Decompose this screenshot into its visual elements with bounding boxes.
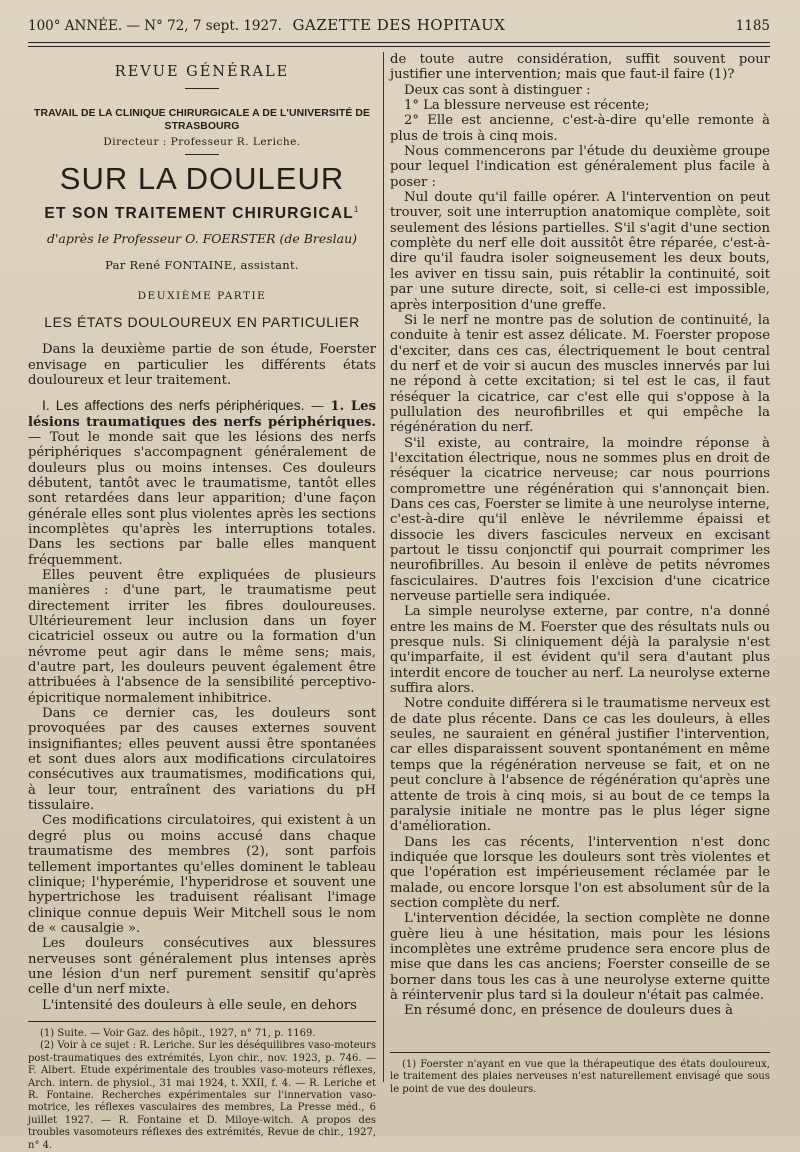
paragraph: 2° Elle est ancienne, c'est-à-dire qu'elle remonte à plus de trois à cinq mois. bbox=[390, 113, 770, 144]
page-number: 1185 bbox=[735, 18, 770, 34]
paragraph: L'intervention décidée, la section complète ne donne guère lieu à une hésitation, mais pour les lésions incomplètes une extrême prudence sera encore plus de mise que dans les cas anciens; Foerster conseille de se borner dans tous les cas à une neurolyse externe quitte à réintervenir plus tard si la douleur n'était pas calmée. bbox=[390, 911, 770, 1003]
article-title: SUR LA DOULEUR bbox=[59, 161, 345, 196]
part-title: LES ÉTATS DOULOUREUX EN PARTICULIER bbox=[44, 314, 360, 331]
paragraph: Dans la deuxième partie de son étude, Foerster envisage en particulier les différents états douloureux et leur traitement. bbox=[28, 342, 376, 388]
issue-info: 100° ANNÉE. — N° 72, 7 sept. 1927. bbox=[28, 18, 282, 34]
paragraph: de toute autre considération, suffit souvent pour justifier une intervention; mais que faut-il faire (1)? bbox=[390, 52, 770, 83]
director-line: Directeur : Professeur R. Leriche. bbox=[103, 136, 301, 148]
footnote: (1) Suite. — Voir Gaz. des hôpit., 1927, n° 71, p. 1169. bbox=[40, 1027, 316, 1039]
column-divider bbox=[383, 52, 384, 1082]
director-rule bbox=[185, 154, 219, 155]
section-heading: I. Les affections des nerfs périphériques. bbox=[42, 397, 305, 414]
subtitle-text: ET SON TRAITEMENT CHIRURGICAL bbox=[44, 205, 354, 223]
left-footnotes bbox=[28, 1028, 376, 1152]
paragraph: En résumé donc, en présence de douleurs dues à bbox=[404, 1003, 733, 1019]
paragraph: Les douleurs consécutives aux blessures nerveuses sont généralement plus intenses après une lésion d'un nerf purement sensitif qu'après celle d'un nerf mixte. bbox=[28, 936, 376, 998]
paragraph: L'intensité des douleurs à elle seule, en dehors bbox=[42, 997, 357, 1013]
clinic-line: TRAVAIL DE LA CLINIQUE CHIRURGICALE A DE L'UNIVERSITÉ DE STRASBOURG bbox=[34, 108, 370, 132]
paragraph-text: Tout le monde sait que les lésions des nerfs périphériques s'accompagnent généralement de douleurs plus ou moins intenses. Ces douleurs débutent, tantôt avec le traumatisme, tantôt elles sont retardées dans leur apparition; d'une façon générale elles sont plus violentes après les sections incomplètes qu'après les interruptions totales. Dans les sections par balle elles manquent fréquemment. bbox=[28, 429, 376, 568]
paragraph: Nul doute qu'il faille opérer. A l'intervention on peut trouver, soit une interruption anatomique complète, soit seulement des lésions partielles. S'il s'agit d'une section complète du nerf elle doit aussitôt être réparée, c'est-à-dire qu'il faudra isoler soigneusement les deux bouts, les aviver en tissu sain, puis rétablir la continuité, soit par une suture directe, soit, si celle-ci est impossible, après interposition d'une greffe. bbox=[390, 190, 770, 313]
header-rule-thin bbox=[28, 46, 770, 47]
author-attribution: d'après le Professeur O. FOERSTER (de Breslau) bbox=[46, 231, 358, 247]
byline: Par René FONTAINE, assistant. bbox=[105, 258, 299, 273]
paragraph: 1° La blessure nerveuse est récente; bbox=[404, 98, 650, 114]
article-subtitle bbox=[28, 205, 376, 223]
right-column bbox=[390, 52, 770, 1096]
paragraph: Notre conduite différera si le traumatisme nerveux est de date plus récente. Dans ce cas les douleurs, à elles seules, ne sauraient en général justifier l'intervention, car elles disparaissent souvent spontanément en même temps que la régénération nerveuse se fait, et on ne peut conclure à l'absence de régénération qu'après une attente de trois à cinq mois, si au bout de ce temps la paralysie initiale ne montre pas le plus léger signe d'amélioration. bbox=[390, 696, 770, 835]
paragraph: Nous commencerons par l'étude du deuxième groupe pour lequel l'indication est généralement plus facile à poser : bbox=[390, 144, 770, 190]
header-rule bbox=[28, 42, 770, 43]
paragraph: Ces modifications circulatoires, qui existent à un degré plus ou moins accusé dans chaque traumatisme des membres (2), sont parfois tellement importantes qu'elles dominent le tableau clinique; l'hyperémie, l'hyperidrose et souvent une hypertrichose les traduisent réalisant l'image clinique connue depuis Weir Mitchell sous le nom de « causalgie ». bbox=[28, 813, 376, 936]
section-title: REVUE GÉNÉRALE bbox=[114, 64, 290, 80]
paragraph: Dans ce dernier cas, les douleurs sont provoquées par des causes externes souvent insignifiantes; elles peuvent aussi être spontanées et sont dues alors aux modifications circulatoires consécutives aux traumatismes, modifications qui, à leur tour, entraînent des variations du pH tissulaire. bbox=[28, 706, 376, 814]
footnote: (2) Voir à ce sujet : R. Leriche. Sur les déséquilibres vaso-moteurs post-traumatiques des extrémités, Lyon chir., nov. 1923, p. 746. — F. Albert. Etude expérimentale des troubles vaso-moteurs réflexes, Arch. intern. de physiol., 31 mai 1924, t. XXII, f. 4. — R. Leriche et R. Fontaine. Recherches expérimentales sur l'innervation vaso-motrice, les réflexes vasculaires des membres, La Presse méd., 6 juillet 1927. — R. Fontaine et D. Miloye-witch. A propos des troubles vasomoteurs réflexes des extrémités, Revue de chir., 1927, n° 4. bbox=[28, 1040, 376, 1151]
footnote-rule bbox=[28, 1021, 376, 1022]
left-body bbox=[28, 342, 376, 1013]
subsection-heading: 1. Les lésions traumatiques des nerfs périphériques. bbox=[28, 399, 377, 430]
footnote-rule bbox=[390, 1052, 770, 1053]
journal-name: GAZETTE DES HOPITAUX bbox=[292, 16, 506, 34]
part-label: DEUXIÈME PARTIE bbox=[137, 290, 267, 303]
left-column bbox=[28, 52, 377, 1151]
subtitle-footnote-mark: 1 bbox=[353, 205, 360, 214]
footnote: (1) Foerster n'ayant en vue que la thérapeutique des états douloureux, le traitement des plaies nerveuses n'est naturellement envisagé que sous le point de vue des douleurs. bbox=[390, 1058, 770, 1095]
title-rule bbox=[185, 88, 219, 89]
right-body bbox=[390, 52, 770, 1019]
running-head bbox=[28, 14, 770, 40]
section-heading-paragraph: I. Les affections des nerfs périphériques. — 1. Les lésions traumatiques des nerfs périphériques. — Tout le monde sait que les lésions des nerfs périphériques s'accompagnent généralement de douleurs plus ou moins intenses. Ces douleurs débutent, tantôt avec le traumatisme, tantôt elles sont retardées dans leur apparition; d'une façon générale elles sont plus violentes après les sections incomplètes qu'après les interruptions totales. Dans les sections par balle elles manquent fréquemment. bbox=[28, 397, 377, 568]
paragraph: Elles peuvent être expliquées de plusieurs manières : d'une part, le traumatisme peut directement irriter les fibres douloureuses. Ultérieurement leur inclusion dans un foyer cicatriciel osseux ou autre ou la formation d'un névrome peut agir dans le même sens; mais, d'autre part, les douleurs peuvent également être attribuées à l'absence de la sensibilité perceptivo-épicritique normalement inhibitrice. bbox=[28, 567, 376, 706]
paragraph: S'il existe, au contraire, la moindre réponse à l'excitation électrique, nous ne sommes plus en droit de réséquer la cicatrice nerveuse; car nous pourrions compromettre une régénération qui s'annonçait bien. Dans ces cas, Foerster se limite à une neurolyse interne, c'est-à-dire qu'il enlève le névrilemme épaissi et dissocie les divers fascicules nerveux en excisant partout le tissu conjonctif qui pourrait comprimer les neurofibrilles. Au besoin il enlève de petits névromes fasciculaires. D'autres fois l'excision d'une cicatrice nerveuse partielle sera indiquée. bbox=[390, 435, 770, 605]
paragraph: La simple neurolyse externe, par contre, n'a donné entre les mains de M. Foerster que des résultats nuls ou presque nuls. Si cliniquement déjà la paralysie n'est qu'imparfaite, il est évident qu'il sera d'autant plus interdit encore de toucher au nerf. La neurolyse externe suffira alors. bbox=[390, 604, 770, 697]
right-footnote-block bbox=[390, 1044, 770, 1096]
paragraph: Deux cas sont à distinguer : bbox=[404, 82, 591, 98]
paragraph: Dans les cas récents, l'intervention n'est donc indiquée que lorsque les douleurs sont très violentes et que l'opération est impérieusement réclamée par le malade, ou encore lorsque l'on est absolument sûr de la section complète du nerf. bbox=[390, 834, 770, 911]
right-footnotes bbox=[390, 1059, 770, 1096]
paragraph: Si le nerf ne montre pas de solution de continuité, la conduite à tenir est assez délicate. M. Foerster propose d'exciter, dans ces cas, électriquement le bout central du nerf et de voir si aucun des muscles innervés par lui ne répond à cette excitation; si tel est le cas, il faut réséquer la cicatrice, car c'est elle qui s'oppose à la pullulation des neurofibrilles et qui empêche la régénération du nerf. bbox=[390, 312, 770, 436]
